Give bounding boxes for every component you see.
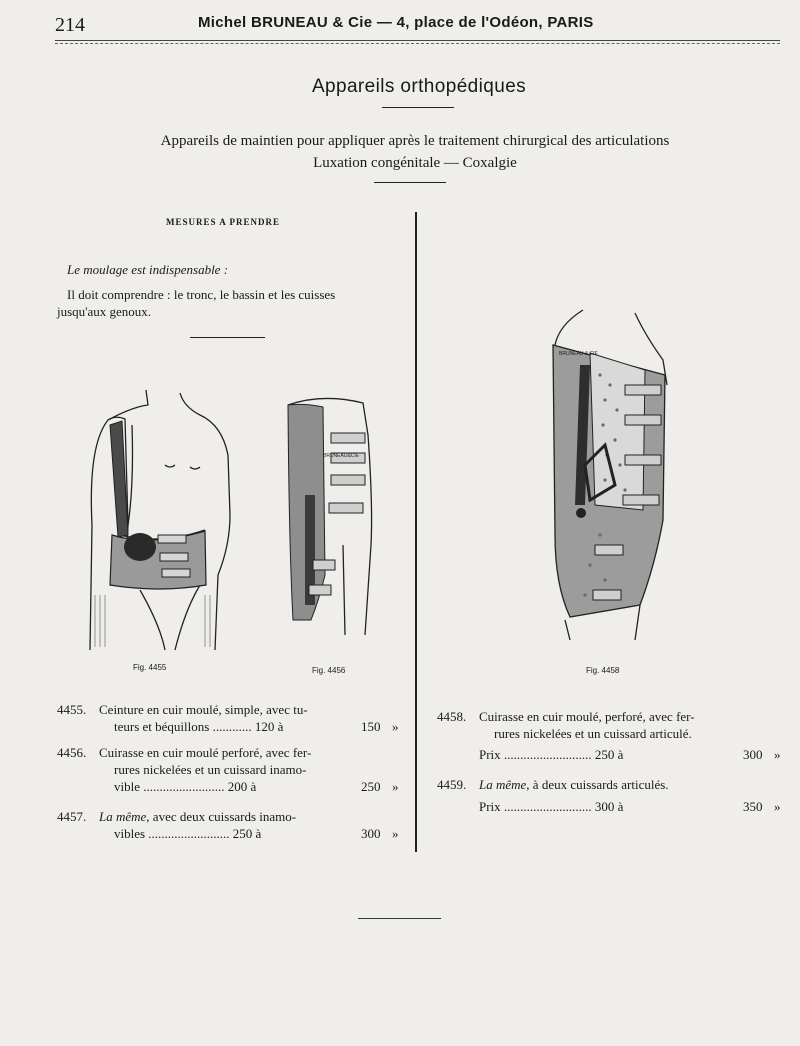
subtitle-rule (374, 182, 446, 183)
catalog-item-4459 (437, 777, 787, 817)
figure-4456-caption: Fig. 4456 (312, 666, 346, 675)
item-desc-line-2: Prix ........................... 300 à (479, 799, 624, 814)
catalog-item-4457 (57, 809, 407, 849)
figure-4456-illustration (283, 395, 378, 640)
item-price-suffix: » (774, 747, 781, 762)
item-desc-line-3: vible ......................... 200 à (114, 779, 257, 794)
item-desc-rest: avec deux cuissards inamo- (149, 809, 297, 824)
page-number: 214 (55, 14, 85, 36)
page-title: Appareils orthopédiques (311, 76, 527, 97)
item-desc-line-1: Cuirasse en cuir moulé perforé, avec fer- (99, 745, 312, 760)
item-price-suffix: » (392, 779, 399, 794)
item-desc-line-1: Cuirasse en cuir moulé, perforé, avec fer- (479, 709, 695, 724)
item-desc-line-2: rures nickelées et un cuissard articulé. (494, 726, 692, 741)
title-rule (382, 107, 454, 108)
catalog-item-4456 (57, 745, 407, 800)
item-price-suffix: » (392, 719, 399, 734)
catalog-item-4458 (437, 709, 787, 764)
column-divider (415, 212, 417, 852)
figure-4455-illustration (80, 385, 240, 653)
item-price-suffix: » (774, 799, 781, 814)
bottom-rule (358, 918, 441, 919)
figure-4456-stamp: BRUNEAU&CIE (323, 453, 360, 459)
item-price-high: 250 (361, 779, 381, 794)
mesures-line-2: jusqu'aux genoux. (57, 304, 152, 319)
subtitle-line-1: Appareils de maintien pour appliquer après le traitement chirurgical des articulations (160, 133, 670, 149)
item-desc-italic: La même, (99, 809, 150, 824)
item-price-suffix: » (392, 826, 399, 841)
item-price-high: 300 (743, 747, 763, 762)
item-price-high: 300 (361, 826, 381, 841)
item-desc-line-1 (99, 809, 296, 825)
header-rule-dashed (55, 43, 780, 44)
section-rule (190, 337, 265, 338)
page-header-title: Michel BRUNEAU & Cie — 4, place de l'Odéon, PARIS (198, 14, 594, 31)
item-number: 4459. (437, 777, 467, 792)
subtitle-line-2: Luxation congénitale — Coxalgie (313, 155, 517, 171)
item-price-high: 350 (743, 799, 763, 814)
item-price-high: 150 (361, 719, 381, 734)
figure-4458-stamp: BRUNEAU & CIE (559, 351, 598, 357)
item-number: 4455. (57, 702, 87, 717)
catalog-item-4455 (57, 702, 407, 742)
item-desc-line-2: teurs et béquillons ............ 120 à (114, 719, 284, 734)
item-desc-rest: à deux cuissards articulés. (529, 777, 669, 792)
item-number: 4456. (57, 745, 87, 760)
header-rule (55, 40, 780, 41)
figure-4458-illustration (545, 305, 670, 643)
item-number: 4458. (437, 709, 467, 724)
item-desc-line-1: Ceinture en cuir moulé, simple, avec tu- (99, 702, 308, 717)
item-desc-line-2: rures nickelées et un cuissard inamo- (114, 762, 307, 777)
item-number: 4457. (57, 809, 87, 824)
item-desc-line-3: Prix ........................... 250 à (479, 747, 624, 762)
figure-4455-caption: Fig. 4455 (133, 663, 167, 672)
mesures-heading: MESURES A PRENDRE (166, 217, 281, 227)
mesures-instructions (57, 286, 402, 320)
item-desc-line-2: vibles ......................... 250 à (114, 826, 262, 841)
figure-4458-caption: Fig. 4458 (586, 666, 620, 675)
item-desc-italic: La même, (479, 777, 530, 792)
moulage-note: Le moulage est indispensable : (67, 262, 229, 277)
mesures-line-1: Il doit comprendre : le tronc, le bassin et les cuisses (67, 287, 336, 302)
item-desc-line-1 (479, 777, 669, 793)
